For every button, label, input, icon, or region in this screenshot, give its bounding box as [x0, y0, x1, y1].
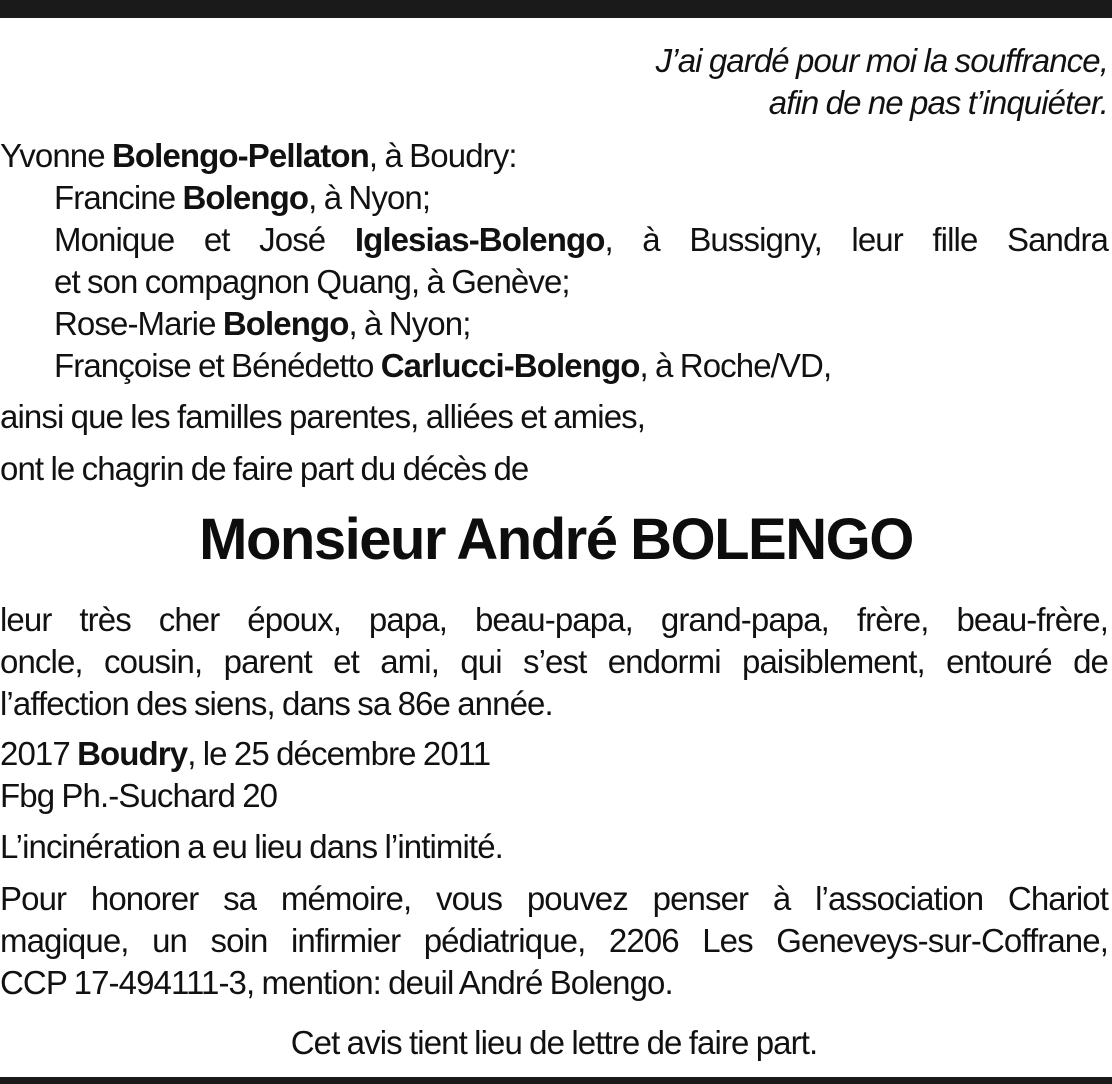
epigraph-line-1: J’ai gardé pour moi la souffrance,: [655, 42, 1108, 79]
bottom-border-rule: [0, 1077, 1112, 1084]
family-first-names: Francine: [54, 179, 183, 216]
family-first-names: Françoise et Bénédetto: [54, 347, 381, 384]
family-entry-francoise: [54, 346, 1108, 386]
family-place: , à Bussigny, leur fille Sandra: [604, 221, 1108, 258]
donation-line-2: magique, un soin infirmier pédiatrique, 2206 Les Geneveys-sur-Coffrane,: [0, 922, 1108, 959]
closing-note: Cet avis tient lieu de lettre de faire part.: [290, 1024, 818, 1061]
family-surname: Bolengo-Pellaton: [111, 137, 369, 174]
address-street: Fbg Ph.-Suchard 20: [0, 777, 278, 814]
family-surname: Bolengo: [222, 305, 349, 342]
family-first-names: Monique et José: [54, 221, 355, 258]
address-town: Boudry: [77, 735, 188, 772]
announcement-line: ont le chagrin de faire part du décès de: [0, 450, 529, 487]
donation-line-1: Pour honorer sa mémoire, vous pouvez penser à l’association Chariot: [0, 880, 1108, 917]
address-date: , le 25 décembre 2011: [187, 735, 491, 772]
donation-line-3: CCP 17-494111-3, mention: deuil André Bolengo.: [0, 964, 673, 1001]
family-surname: Carlucci-Bolengo: [380, 347, 640, 384]
description-line-3: l’affection des siens, dans sa 86e année.: [0, 685, 553, 722]
family-entry-francine: [54, 178, 1108, 218]
deceased-name: Monsieur André BOLENGO: [199, 507, 913, 572]
top-border-rule: [0, 0, 1112, 18]
family-place: , à Nyon;: [308, 179, 431, 216]
family-surname: Bolengo: [182, 179, 309, 216]
family-place: , à Boudry:: [368, 137, 517, 174]
family-entry-yvonne: [0, 136, 1108, 176]
address-postcode: 2017: [0, 735, 78, 772]
family-entry-monique-continuation: et son compagnon Quang, à Genève;: [54, 263, 570, 300]
cremation-note: L’incinération a eu lieu dans l’intimité.: [0, 828, 503, 865]
family-first-names: Yvonne: [0, 137, 112, 174]
family-entry-monique: [54, 220, 1108, 260]
epigraph-line-2: afin de ne pas t’inquiéter.: [768, 84, 1108, 121]
family-place: , à Roche/VD,: [639, 347, 832, 384]
family-surname: Iglesias-Bolengo: [354, 221, 605, 258]
family-place: , à Nyon;: [348, 305, 471, 342]
description-line-2: oncle, cousin, parent et ami, qui s’est endormi paisiblement, entouré de: [0, 643, 1108, 680]
families-line: ainsi que les familles parentes, alliées et amies,: [0, 398, 646, 435]
description-line-1: leur très cher époux, papa, beau-papa, grand-papa, frère, beau-frère,: [0, 601, 1108, 638]
family-first-names: Rose-Marie: [54, 305, 223, 342]
family-entry-rose-marie: [54, 304, 1108, 344]
address-town-date: [0, 734, 1108, 774]
